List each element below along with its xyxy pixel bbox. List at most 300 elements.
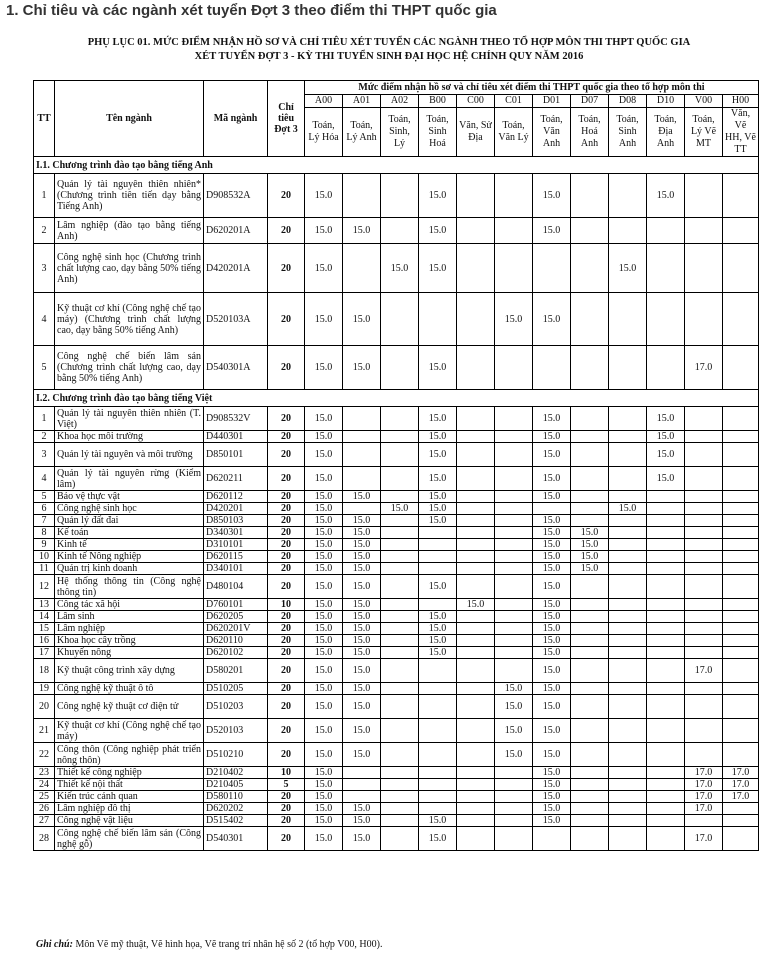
score-cell [457,827,495,851]
score-cell [381,779,419,791]
quota-cell: 20 [268,407,305,431]
program-name: Công nghệ sinh học (Chương trình chất lượng cao, dạy bằng 50% tiếng Anh) [55,244,204,293]
score-cell [381,815,419,827]
table-row [34,443,759,467]
row-number: 25 [34,791,55,803]
combo-code: H00 [723,95,759,108]
table-row [34,491,759,503]
score-cell [609,683,647,695]
score-cell [495,491,533,503]
score-cell: 15.0 [571,563,609,575]
score-cell [533,346,571,390]
score-cell [381,527,419,539]
score-cell: 15.0 [305,635,343,647]
program-name: Lâm nghiệp (đào tạo bằng tiếng Anh) [55,218,204,244]
score-cell [723,827,759,851]
score-cell [647,635,685,647]
program-name: Kỹ thuật cơ khí (Công nghệ chế tạo máy) (Chương trình chất lượng cao, dạy bằng 50% tiếng Anh) [55,293,204,346]
score-cell [457,467,495,491]
score-cell [495,174,533,218]
score-cell [495,244,533,293]
score-cell: 15.0 [533,719,571,743]
score-cell [457,503,495,515]
program-name: Công nghệ chế biến lâm sản (Chương trình chất lượng cao, dạy bằng 50% tiếng Anh) [55,346,204,390]
score-cell [723,623,759,635]
score-cell [381,659,419,683]
score-cell: 15.0 [533,695,571,719]
score-cell [419,767,457,779]
table-header [34,81,759,157]
score-cell [457,767,495,779]
score-cell [381,407,419,431]
score-cell: 17.0 [685,659,723,683]
score-cell [723,683,759,695]
score-cell: 17.0 [685,791,723,803]
score-cell [381,515,419,527]
score-cell [685,551,723,563]
score-cell: 15.0 [533,647,571,659]
score-cell: 15.0 [305,623,343,635]
program-code: D540301A [204,346,268,390]
score-cell: 15.0 [609,244,647,293]
score-cell [381,647,419,659]
score-cell: 15.0 [305,815,343,827]
score-cell: 15.0 [533,623,571,635]
score-cell [381,683,419,695]
score-cell [457,695,495,719]
combo-code: V00 [685,95,723,108]
score-cell [609,563,647,575]
score-cell: 15.0 [381,503,419,515]
table-row [34,623,759,635]
score-cell: 15.0 [419,815,457,827]
score-cell: 15.0 [343,647,381,659]
quota-cell: 20 [268,815,305,827]
score-cell [647,779,685,791]
score-cell [609,659,647,683]
score-cell [609,575,647,599]
score-cell [343,779,381,791]
program-name: Quản lý tài nguyên và môi trường [55,443,204,467]
score-cell: 15.0 [533,683,571,695]
score-cell [381,743,419,767]
score-cell [723,491,759,503]
score-cell [495,527,533,539]
score-cell: 15.0 [419,827,457,851]
score-cell: 15.0 [533,431,571,443]
score-cell: 15.0 [343,803,381,815]
score-cell: 15.0 [343,491,381,503]
footnote [36,939,382,950]
score-cell: 15.0 [495,683,533,695]
score-cell [685,503,723,515]
combo-subjects: Toán, Sinh Anh [609,108,647,157]
score-cell: 15.0 [305,431,343,443]
program-code: D620205 [204,611,268,623]
score-cell [647,623,685,635]
appendix-title: PHỤ LỤC 01. MỨC ĐIỂM NHẬN HỒ SƠ VÀ CHỈ TIÊU XÉT TUYỂN CÁC NGÀNH THEO TỔ HỢP MÔN THI THPT QUỐC GIA [87,37,691,48]
combo-code: C01 [495,95,533,108]
table-row [34,779,759,791]
score-cell [343,431,381,443]
score-cell [343,407,381,431]
score-cell [419,683,457,695]
table-row [34,407,759,431]
program-code: D908532A [204,174,268,218]
score-cell [571,174,609,218]
score-cell [723,647,759,659]
score-cell: 15.0 [419,575,457,599]
score-cell [571,647,609,659]
score-cell [647,791,685,803]
score-cell [457,174,495,218]
score-cell [723,599,759,611]
program-code: D620112 [204,491,268,503]
score-cell [495,407,533,431]
program-name: Thiết kế nội thất [55,779,204,791]
score-cell [495,803,533,815]
score-cell [381,346,419,390]
score-cell [495,611,533,623]
score-cell: 15.0 [533,779,571,791]
program-name: Công nghệ sinh học [55,503,204,515]
score-cell [685,218,723,244]
score-cell: 15.0 [305,244,343,293]
score-cell [457,719,495,743]
score-cell: 15.0 [571,551,609,563]
appendix-subtitle: XÉT TUYỂN ĐỢT 3 - KỲ THI TUYỂN SINH ĐẠI HỌC HỆ CHÍNH QUY NĂM 2016 [194,51,584,62]
quota-cell: 20 [268,695,305,719]
quota-cell: 20 [268,623,305,635]
score-cell: 15.0 [305,503,343,515]
score-cell: 15.0 [533,293,571,346]
score-cell: 15.0 [343,611,381,623]
combo-subjects: Toán, Hoá Anh [571,108,609,157]
score-cell: 15.0 [305,407,343,431]
program-name: Công nghệ kỹ thuật cơ điện tử [55,695,204,719]
score-cell [723,503,759,515]
program-code: D620110 [204,635,268,647]
score-cell: 15.0 [343,623,381,635]
table-row [34,174,759,218]
score-cell [457,611,495,623]
row-number: 7 [34,515,55,527]
score-cell [343,174,381,218]
score-cell: 15.0 [343,539,381,551]
score-cell [457,563,495,575]
score-cell: 15.0 [533,767,571,779]
score-cell [609,539,647,551]
table-row [34,719,759,743]
score-cell [457,803,495,815]
score-cell [533,503,571,515]
score-cell [419,695,457,719]
score-cell [723,407,759,431]
score-cell [419,551,457,563]
program-name: Khuyến nông [55,647,204,659]
quota-cell: 20 [268,218,305,244]
score-cell [419,527,457,539]
table-row [34,611,759,623]
score-cell: 15.0 [305,467,343,491]
score-cell: 15.0 [419,443,457,467]
score-cell [495,623,533,635]
score-cell: 15.0 [305,599,343,611]
score-cell [533,827,571,851]
program-name: Quản lý tài nguyên thiên nhiên* (Chương trình tiên tiến dạy bằng Tiếng Anh) [55,174,204,218]
score-cell [495,779,533,791]
row-number: 18 [34,659,55,683]
program-code: D520103 [204,719,268,743]
score-cell: 15.0 [533,803,571,815]
score-cell [647,491,685,503]
score-cell [571,719,609,743]
score-cell [647,293,685,346]
section-row [34,157,759,174]
score-cell: 15.0 [305,647,343,659]
score-cell [571,623,609,635]
score-cell [609,803,647,815]
score-cell [571,779,609,791]
score-cell [381,563,419,575]
score-cell [609,174,647,218]
score-cell [685,815,723,827]
score-cell: 17.0 [723,767,759,779]
combo-subjects: Toán, Lý Anh [343,108,381,157]
program-name: Kế toán [55,527,204,539]
score-cell [609,527,647,539]
program-code: D340101 [204,563,268,575]
program-code: D620202 [204,803,268,815]
score-cell [723,467,759,491]
table-row [34,527,759,539]
score-cell [609,599,647,611]
combo-code: D01 [533,95,571,108]
table-row [34,635,759,647]
score-cell: 15.0 [533,539,571,551]
quota-cell: 20 [268,551,305,563]
header-tt: TT [34,81,55,157]
row-number: 16 [34,635,55,647]
score-cell [381,611,419,623]
combo-subjects: Toán, Lý Vẽ MT [685,108,723,157]
score-cell: 15.0 [305,803,343,815]
score-cell [457,346,495,390]
row-number: 2 [34,431,55,443]
score-cell [647,815,685,827]
row-number: 4 [34,293,55,346]
quota-cell: 20 [268,539,305,551]
score-cell [495,539,533,551]
score-cell: 15.0 [419,244,457,293]
score-cell [381,719,419,743]
score-cell [419,599,457,611]
score-cell [571,683,609,695]
combo-subjects: Văn, Sử Địa [457,108,495,157]
table-row [34,503,759,515]
score-cell [457,683,495,695]
score-cell [381,767,419,779]
score-cell [647,803,685,815]
score-cell: 15.0 [647,431,685,443]
score-cell: 15.0 [419,407,457,431]
score-cell: 15.0 [571,527,609,539]
score-cell: 15.0 [305,539,343,551]
table-row [34,815,759,827]
score-cell [571,293,609,346]
table-row [34,683,759,695]
score-cell: 15.0 [419,218,457,244]
row-number: 26 [34,803,55,815]
score-cell [381,174,419,218]
program-code: D760101 [204,599,268,611]
score-cell [647,695,685,719]
score-cell [495,791,533,803]
score-cell [343,767,381,779]
score-cell [571,244,609,293]
score-cell [495,767,533,779]
row-number: 24 [34,779,55,791]
row-number: 11 [34,563,55,575]
score-cell [495,647,533,659]
score-cell [609,346,647,390]
score-cell: 15.0 [533,218,571,244]
score-cell [723,659,759,683]
score-cell [457,815,495,827]
program-code: D210402 [204,767,268,779]
quota-cell: 20 [268,659,305,683]
score-cell: 17.0 [685,767,723,779]
score-cell [685,443,723,467]
quota-cell: 20 [268,515,305,527]
row-number: 5 [34,346,55,390]
program-code: D510210 [204,743,268,767]
score-cell: 15.0 [533,659,571,683]
score-cell [381,791,419,803]
score-cell [419,563,457,575]
score-cell: 15.0 [533,611,571,623]
row-number: 3 [34,244,55,293]
score-cell: 15.0 [495,743,533,767]
combo-code: C00 [457,95,495,108]
score-cell: 15.0 [343,695,381,719]
score-cell [609,515,647,527]
score-cell: 15.0 [533,791,571,803]
score-cell [685,635,723,647]
program-code: D520103A [204,293,268,346]
program-code: D620201A [204,218,268,244]
score-cell [723,803,759,815]
quota-cell: 20 [268,563,305,575]
row-number: 10 [34,551,55,563]
score-cell [609,491,647,503]
score-cell [609,218,647,244]
score-cell [457,407,495,431]
score-cell [723,174,759,218]
score-cell [381,431,419,443]
page-heading: 1. Chỉ tiêu và các ngành xét tuyển Đợt 3 theo điểm thi THPT quốc gia [6,2,497,19]
table-row [34,827,759,851]
score-cell [685,539,723,551]
table-row [34,551,759,563]
score-cell [609,767,647,779]
score-cell: 15.0 [419,503,457,515]
combo-code: D07 [571,95,609,108]
score-cell [723,218,759,244]
row-number: 9 [34,539,55,551]
combo-code: D10 [647,95,685,108]
row-number: 3 [34,443,55,467]
program-code: D620115 [204,551,268,563]
row-number: 21 [34,719,55,743]
score-cell [685,623,723,635]
score-cell [723,431,759,443]
header-name: Tên ngành [55,81,204,157]
score-cell [571,635,609,647]
score-cell: 17.0 [685,346,723,390]
score-cell [571,827,609,851]
score-cell [647,683,685,695]
program-name: Kiến trúc cảnh quan [55,791,204,803]
score-cell [723,719,759,743]
score-cell [609,635,647,647]
score-cell [647,647,685,659]
score-cell [723,563,759,575]
score-cell [647,743,685,767]
score-cell [685,407,723,431]
table-row [34,659,759,683]
score-cell [571,515,609,527]
score-cell: 15.0 [305,791,343,803]
score-cell [457,575,495,599]
row-number: 1 [34,407,55,431]
table-row [34,244,759,293]
program-name: Thiết kế công nghiệp [55,767,204,779]
program-code: D850101 [204,443,268,467]
score-cell [495,815,533,827]
score-cell: 15.0 [343,563,381,575]
quota-cell: 20 [268,503,305,515]
score-cell [495,635,533,647]
score-cell [571,611,609,623]
score-cell [343,443,381,467]
quota-cell: 20 [268,803,305,815]
score-cell: 15.0 [305,827,343,851]
score-cell: 15.0 [495,695,533,719]
table-row [34,515,759,527]
score-cell: 15.0 [305,346,343,390]
quota-cell: 20 [268,743,305,767]
score-cell [647,218,685,244]
score-cell [457,635,495,647]
score-cell: 15.0 [305,743,343,767]
header-quota: Chỉ tiêu Đợt 3 [268,81,305,157]
score-cell [685,695,723,719]
quota-cell: 20 [268,293,305,346]
program-code: D480104 [204,575,268,599]
score-cell [419,659,457,683]
score-cell [381,443,419,467]
score-cell: 15.0 [343,659,381,683]
score-cell: 15.0 [647,443,685,467]
score-cell [723,515,759,527]
score-cell: 15.0 [457,599,495,611]
score-cell: 15.0 [533,599,571,611]
score-cell [495,551,533,563]
program-name: Kinh tế [55,539,204,551]
score-cell [723,539,759,551]
score-cell: 15.0 [419,346,457,390]
